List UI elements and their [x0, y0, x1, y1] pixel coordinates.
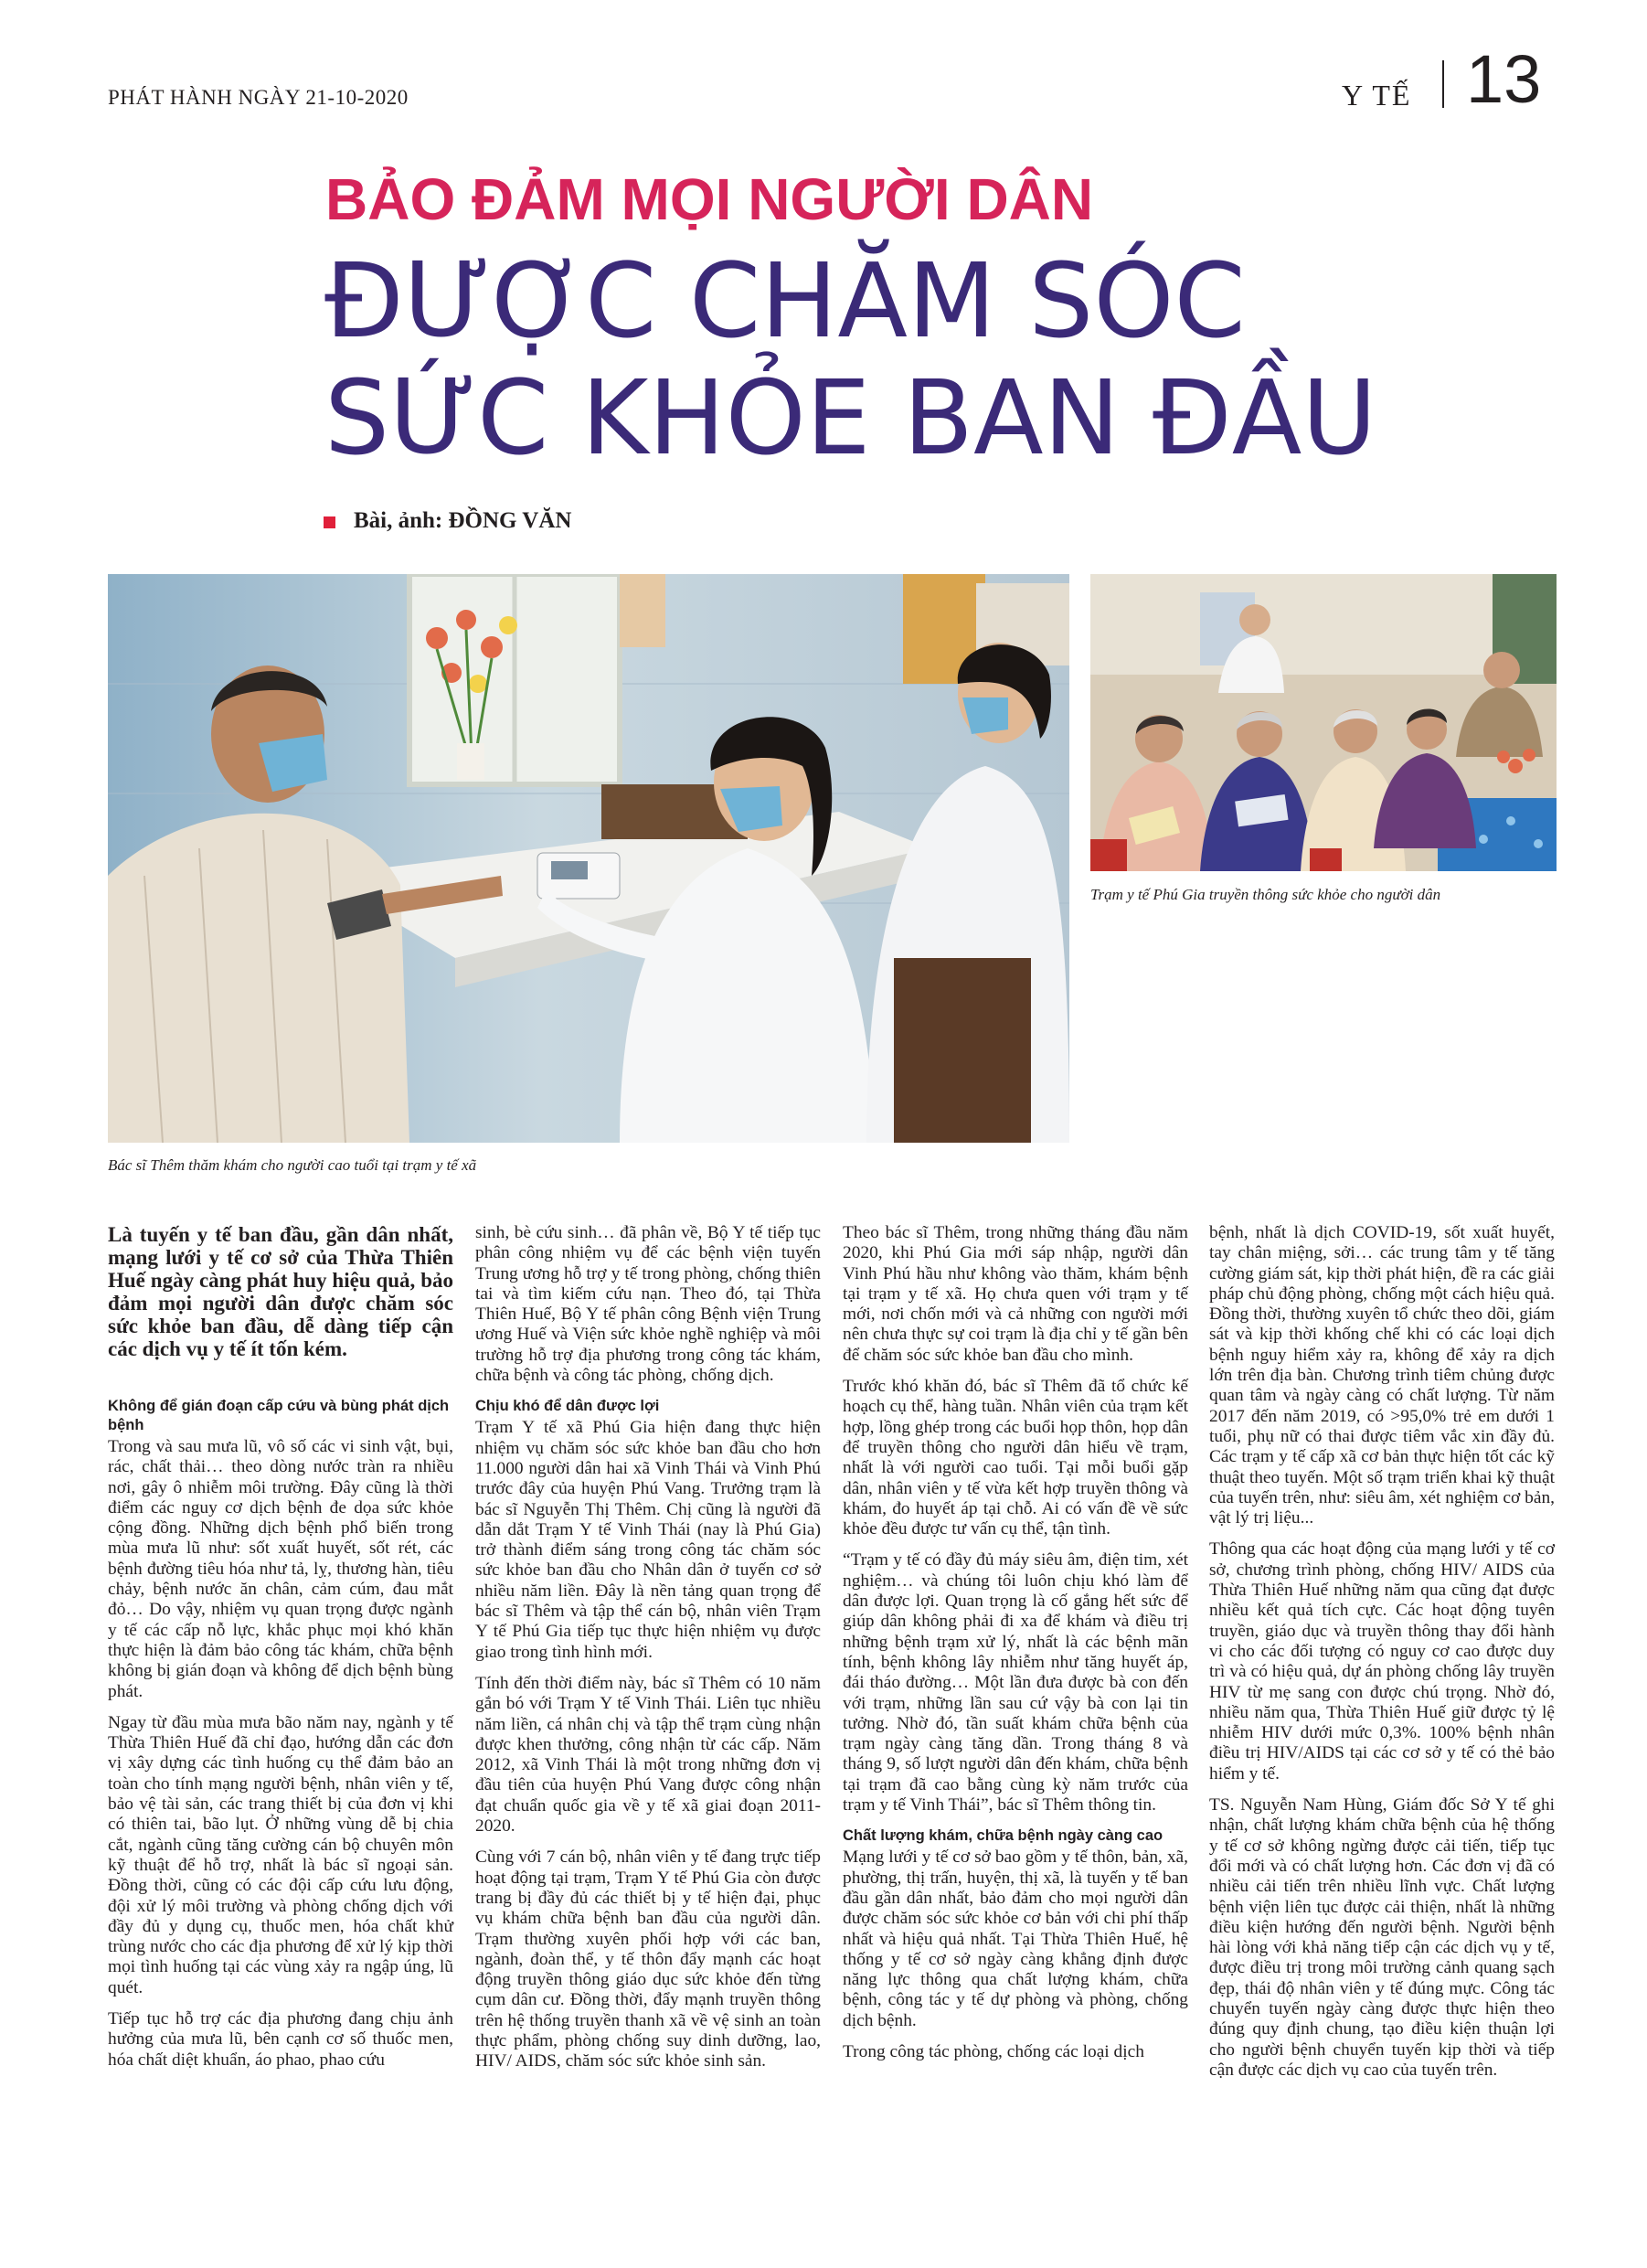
subheading-3: Chất lượng khám, chữa bệnh ngày càng cao	[843, 1827, 1164, 1845]
header-divider	[1442, 60, 1444, 108]
side-photo-caption: Trạm y tế Phú Gia truyền thông sức khỏe cho người dân	[1090, 886, 1441, 903]
main-photo-illustration	[108, 574, 1069, 1143]
paragraph: Thông qua các hoạt động của mạng lưới y tế cơ sở, chương trình phòng, chống HIV/ AIDS của Thừa Thiên Huế những năm qua cũng đạt được nhiều kết quả tích cực. Các hoạt động tuyên truyền, giáo dục và truyền thông thay đổi hành vi cho các đối tượng có nguy cơ cao được duy trì và có hiệu quả, dự án phòng chống lây truyền HIV từ mẹ sang con được chú trọng. Nhờ đó, nhiều năm qua, Thừa Thiên Huế giữ được tỷ lệ nhiễm HIV dưới mức 0,3%. 100% bệnh nhân điều trị HIV/AIDS tại các cơ sở y tế có thẻ bảo hiểm y tế.	[1209, 1539, 1555, 1784]
paragraph: Tính đến thời điểm này, bác sĩ Thêm có 10 năm gắn bó với Trạm Y tế Vinh Thái. Liên tục nhiều năm liền, cá nhân chị và tập thể trạm cùng nhận được khen thưởng, công nhận từ các cấp. Năm 2012, xã Vinh Thái là một trong những đơn vị đầu tiên của huyện Phú Vang được công nhận đạt chuẩn quốc gia về y tế xã giai đoạn 2011- 2020.	[475, 1673, 821, 1837]
main-photo-caption: Bác sĩ Thêm thăm khám cho người cao tuổi tại trạm y tế xã	[108, 1156, 477, 1174]
paragraph: Theo bác sĩ Thêm, trong những tháng đầu năm 2020, khi Phú Gia mới sáp nhập, người dân Vinh Phú hầu như không vào thăm, khám bệnh tại trạm y tế xã. Họ chưa quen với trạm y tế mới, nơi chốn mới và cả những con người mới nên chưa thực sự coi trạm là địa chỉ y tế gần bên để chăm sóc sức khỏe ban đầu cho mình.	[843, 1223, 1188, 1365]
main-photo	[108, 574, 1069, 1143]
paragraph: Ngay từ đầu mùa mưa bão năm nay, ngành y tế Thừa Thiên Huế đã chỉ đạo, hướng dẫn các đơn vị xây dựng các tình huống cụ thể đảm bảo an toàn cho tính mạng người bệnh, nhân viên y tế, bảo vệ tài sản, các trang thiết bị của đơn vị khi có thiên tai, bão lụt. Ở những vùng dễ bị chia cắt, ngành cũng tăng cường cán bộ chuyên môn kỹ thuật để hỗ trợ, nhất là bác sĩ ngoại sản. Đồng thời, cũng có các đội cấp cứu lưu động, đội xử lý môi trường và phòng chống dịch với đầy đủ y dụng cụ, thuốc men, hóa chất khử trùng nước cho các địa phương để xử lý kịp thời mọi tình huống tại các vùng xảy ra ngập úng, lũ quét.	[108, 1712, 453, 1997]
side-photo-illustration	[1090, 574, 1557, 871]
article-column-3	[843, 1223, 1188, 2073]
paragraph: Trước khó khăn đó, bác sĩ Thêm đã tổ chức kế hoạch cụ thể, hàng tuần. Nhân viên của trạm kết hợp, lồng ghép trong các buổi họp thôn, họp dân để truyền thông cho người dân hiểu về trạm, nhất là với người cao tuổi. Tại mỗi buổi gặp dân, nhân viên y tế vừa kết hợp truyền thông và khám, đo huyết áp tại chỗ. Ai có vấn đề về sức khỏe đều được tư vấn cụ thể, tận tình.	[843, 1377, 1188, 1539]
paragraph: “Trạm y tế có đầy đủ máy siêu âm, điện tim, xét nghiệm… và chúng tôi luôn chịu khó làm để dân được lợi. Quan trọng là cố gắng hết sức để giúp dân không phải đi xa để khám và điều trị những bệnh trạm xử lý, nhất là các bệnh mãn tính, bệnh không lây nhiễm như tăng huyết áp, đái tháo đường… Một lần đưa được bà con đến với trạm, những lần sau cứ vậy bà con lại tin tưởng. Nhờ đó, tần suất khám chữa bệnh của trạm ngày càng tăng dần. Trong tháng 8 và tháng 9, số lượt người dân đến khám, chữa bệnh tại trạm đã cao bằng cùng kỳ năm trước của trạm y tế Vinh Thái”, bác sĩ Thêm thông tin.	[843, 1550, 1188, 1815]
page-number: 13	[1466, 41, 1542, 117]
paragraph: Trong công tác phòng, chống các loại dịch	[843, 2041, 1144, 2061]
section-name: Y TẾ	[1342, 79, 1412, 112]
article-lead: Là tuyến y tế ban đầu, gần dân nhất, mạng lưới y tế cơ sở của Thừa Thiên Huế ngày càng phát huy hiệu quả, bảo đảm mọi người dân được chăm sóc sức khỏe ban đầu, dễ dàng tiếp cận các dịch vụ y tế ít tốn kém.	[108, 1223, 453, 1360]
issue-date: PHÁT HÀNH NGÀY 21-10-2020	[108, 86, 409, 109]
paragraph: TS. Nguyễn Nam Hùng, Giám đốc Sở Y tế ghi nhận, chất lượng khám chữa bệnh của hệ thống y tế cơ sở không ngừng được cải tiến, tiếp tục đổi mới và có chất lượng hơn. Các đơn vị đã có nhiều cải tiến trên nhiều lĩnh vực. Chất lượng bệnh viện liên tục được cải thiện, nhất là những điều kiện hướng đến người bệnh. Người bệnh hài lòng với khả năng tiếp cận các dịch vụ y tế, được điều trị trong môi trường cảnh quang sạch đẹp, thái độ nhân viên y tế đúng mực. Công tác chuyển tuyến ngày càng được thực hiện theo đúng quy định chung, tạo điều kiện thuận lợi cho người bệnh chuyển tuyến kịp thời và tiếp cận được các dịch vụ cao của tuyến trên.	[1209, 1795, 1555, 2080]
paragraph: sinh, bè cứu sinh… đã phân về, Bộ Y tế tiếp tục phân công nhiệm vụ để các bệnh viện tuyến Trung ương hỗ trợ y tế trong phòng, chống thiên tai và tìm kiếm cứu nạn. Theo đó, tại Thừa Thiên Huế, Bộ Y tế phân công Bệnh viện Trung ương Huế và Viện sức khỏe nghề nghiệp và môi trường hỗ trợ địa phương trong công tác khám, chữa bệnh và công tác phòng, chống dịch.	[475, 1223, 821, 1386]
subheading-1: Không để gián đoạn cấp cứu và bùng phát dịch bệnh	[108, 1398, 450, 1433]
side-photo	[1090, 574, 1557, 871]
byline	[324, 508, 571, 534]
paragraph: Mạng lưới y tế cơ sở bao gồm y tế thôn, bản, xã, phường, thị trấn, huyện, thị xã, là tuyến y tế ban đầu gần dân nhất, bảo đảm cho mọi người dân được chăm sóc sức khỏe cơ bản với chi phí thấp nhất và hiệu quả nhất. Tại Thừa Thiên Huế, hệ thống y tế cơ sở ngày càng khẳng định được năng lực thông qua chất lượng khám, chữa bệnh, công tác y tế dự phòng và phòng, chống dịch bệnh.	[843, 1847, 1188, 2030]
article-column-1	[108, 1223, 453, 2082]
paragraph: Trong và sau mưa lũ, vô số các vi sinh vật, bụi, rác, chất thải… theo dòng nước tràn ra nhiều nơi, gây ô nhiễm môi trường. Đây cũng là thời điểm các nguy cơ dịch bệnh đe dọa sức khỏe cộng đồng. Những dịch bệnh phổ biến trong mùa mưa lũ như: sốt xuất huyết, sốt rét, các bệnh đường tiêu hóa như tả, lỵ, thương hàn, tiêu chảy, bệnh nước ăn chân, cảm cúm, đau mắt đỏ… Do vậy, nhiệm vụ quan trọng được ngành y tế các cấp nỗ lực, khắc phục mọi khó khăn thực hiện là đảm bảo công tác khám, chữa bệnh không bị gián đoạn và không để dịch bệnh bùng phát.	[108, 1437, 453, 1701]
headline-title-line2: SỨC KHỎE BAN ĐẦU	[324, 359, 1377, 478]
byline-text: Bài, ảnh: ĐỒNG VĂN	[354, 508, 572, 533]
paragraph: Tiếp tục hỗ trợ các địa phương đang chịu ảnh hưởng của mưa lũ, bên cạnh cơ số thuốc men, hóa chất diệt khuẩn, áo phao, phao cứu	[108, 2009, 453, 2070]
headline-title	[324, 243, 1376, 477]
headline-kicker: BẢO ĐẢM MỌI NGƯỜI DÂN	[325, 166, 1094, 232]
headline-title-line1: ĐƯỢC CHĂM SÓC	[324, 242, 1246, 361]
subheading-2: Chịu khó để dân được lợi	[475, 1398, 660, 1415]
article-column-4	[1209, 1223, 1555, 2092]
article-column-2	[475, 1223, 821, 2083]
paragraph: Trạm Y tế xã Phú Gia hiện đang thực hiện nhiệm vụ chăm sóc sức khỏe ban đầu cho hơn 11.000 người dân hai xã Vinh Thái và Vinh Phú trước đây của huyện Phú Vang. Trưởng trạm là bác sĩ Nguyễn Thị Thêm. Chị cũng là người đã dẫn dắt Trạm Y tế Vinh Thái (nay là Phú Gia) trở thành điểm sáng trong công tác chăm sóc sức khỏe ban đầu cho Nhân dân ở tuyến cơ sở nhiều năm liền. Đây là nền tảng quan trọng để bác sĩ Thêm và tập thể cán bộ, nhân viên Trạm Y tế Phú Gia tiếp tục thực hiện nhiệm vụ được giao trong tình hình mới.	[475, 1418, 821, 1662]
paragraph: Cùng với 7 cán bộ, nhân viên y tế đang trực tiếp hoạt động tại trạm, Trạm Y tế Phú Gia còn được trang bị đầy đủ các thiết bị y tế hiện đại, phục vụ khám chữa bệnh ban đầu của người dân. Trạm thường xuyên phối hợp với các ban, ngành, đoàn thể, y tế thôn đẩy mạnh các hoạt động truyền thông giáo dục sức khỏe đến từng cụm dân cư. Đồng thời, đẩy mạnh truyền thông trên hệ thống truyền thanh xã về vệ sinh an toàn thực phẩm, phòng chống suy dinh dưỡng, lao, HIV/ AIDS, chăm sóc sức khỏe sinh sản.	[475, 1847, 821, 2071]
paragraph: bệnh, nhất là dịch COVID-19, sốt xuất huyết, tay chân miệng, sởi… các trung tâm y tế tăng cường giám sát, kịp thời phát hiện, đề ra các giải pháp chủ động phòng, chống một cách hiệu quả. Đồng thời, thường xuyên tổ chức theo dõi, giám sát và kịp thời khống chế khi có các loại dịch bệnh nguy hiểm xảy ra, không để xảy ra dịch lớn trên địa bàn. Chương trình tiêm chủng được quan tâm và ngày càng có chất lượng. Từ năm 2017 đến năm 2019, có >95,0% trẻ em dưới 1 tuổi, phụ nữ có thai được tiêm vắc xin đầy đủ. Các trạm y tế cấp xã cơ bản thực hiện tốt các kỹ thuật theo tuyến. Một số trạm triển khai kỹ thuật của tuyến trên, như: siêu âm, xét nghiệm cơ bản, vật lý trị liệu...	[1209, 1223, 1555, 1528]
byline-square-icon	[324, 516, 335, 528]
